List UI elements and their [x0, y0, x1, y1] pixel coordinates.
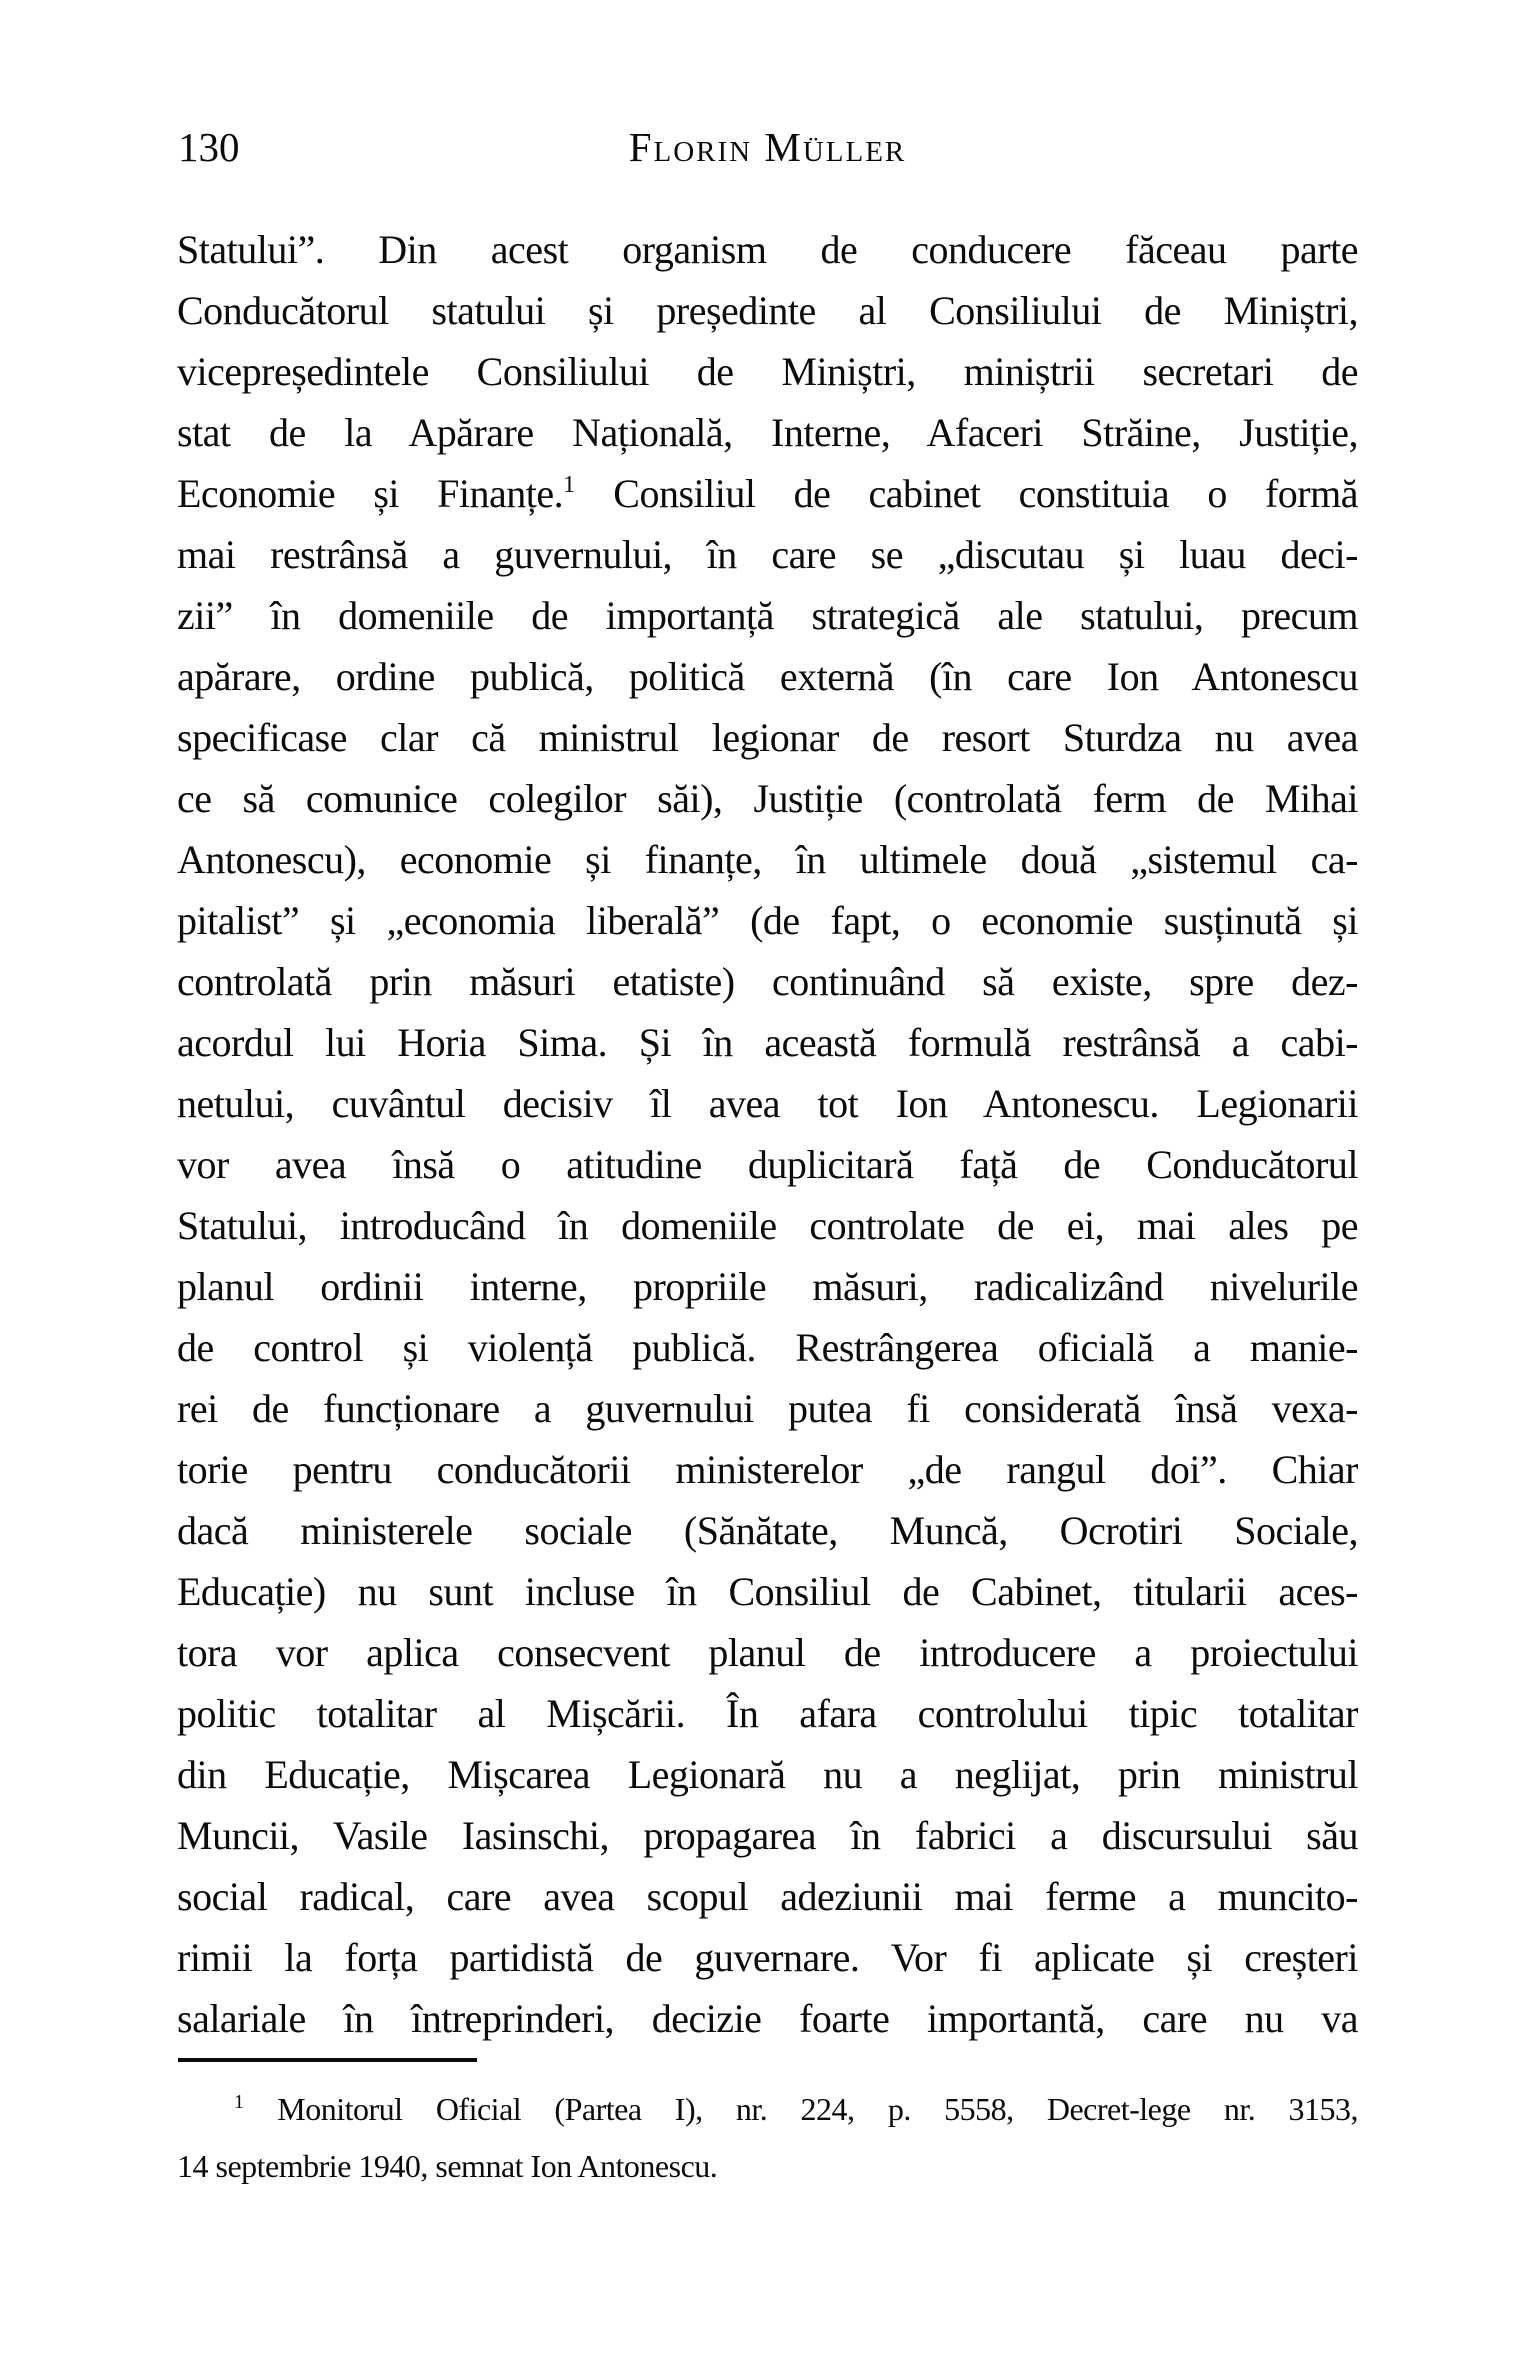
body-line: din Educație, Mișcarea Legionară nu a neglijat, prin ministrul [177, 1752, 1358, 1797]
body-line-text: Consiliul de cabinet constituia o formă [575, 471, 1358, 516]
body-line [177, 463, 1358, 524]
body-line: vicepreședintele Consiliului de Miniștri, miniștrii secretari de [177, 349, 1358, 394]
footnote-separator-rule [178, 2058, 477, 2062]
body-line: apărare, ordine publică, politică externă (în care Ion Antonescu [177, 654, 1358, 699]
footnote-reference: 1 [563, 472, 576, 498]
body-line: controlată prin măsuri etatiste) continuând să existe, spre dez- [177, 959, 1358, 1004]
body-line: rimii la forța partidistă de guvernare. Vor fi aplicate și creșteri [177, 1935, 1358, 1980]
body-line: Muncii, Vasile Iasinschi, propagarea în fabrici a discursului său [177, 1813, 1358, 1858]
body-text [177, 219, 1358, 2049]
body-line: Statului”. Din acest organism de conducere făceau parte [177, 227, 1358, 272]
body-line: de control și violență publică. Restrângerea oficială a manie- [177, 1325, 1358, 1370]
body-line: stat de la Apărare Națională, Interne, Afaceri Străine, Justiție, [177, 410, 1358, 455]
body-line-text: Economie și Finanțe. [177, 471, 564, 516]
footnote-line [177, 2081, 1358, 2138]
body-line: zii” în domeniile de importanță strategică ale statului, precum [177, 593, 1358, 638]
running-head-author: Florin Müller [628, 124, 907, 170]
body-line: pitalist” și „economia liberală” (de fapt, o economie susținută și [177, 898, 1358, 943]
body-line: vor avea însă o atitudine duplicitară față de Conducătorul [177, 1142, 1358, 1187]
body-line: Statului, introducând în domeniile controlate de ei, mai ales pe [177, 1203, 1358, 1248]
body-line: tora vor aplica consecvent planul de introducere a proiectului [177, 1630, 1358, 1675]
body-line: acordul lui Horia Sima. Și în această formulă restrânsă a cabi- [177, 1020, 1358, 1065]
body-line: torie pentru conducătorii ministerelor „de rangul doi”. Chiar [177, 1447, 1358, 1492]
body-line: specificase clar că ministrul legionar de resort Sturdza nu avea [177, 715, 1358, 760]
body-line: mai restrânsă a guvernului, în care se „discutau și luau deci- [177, 532, 1358, 577]
footnote-line: 14 septembrie 1940, semnat Ion Antonescu. [177, 2148, 718, 2184]
body-line: Educație) nu sunt incluse în Consiliul de Cabinet, titularii aces- [177, 1569, 1358, 1614]
body-line: planul ordinii interne, propriile măsuri, radicalizând nivelurile [177, 1264, 1358, 1309]
footnote-text: Monitorul Oficial (Partea I), nr. 224, p. 5558, Decret-lege nr. 3153, [244, 2091, 1358, 2127]
body-line: dacă ministerele sociale (Sănătate, Muncă, Ocrotiri Sociale, [177, 1508, 1358, 1553]
body-line: politic totalitar al Mișcării. În afara controlului tipic totalitar [177, 1691, 1358, 1736]
page-number: 130 [178, 124, 240, 170]
body-line: rei de funcționare a guvernului putea fi considerată însă vexa- [177, 1386, 1358, 1431]
body-line: salariale în întreprinderi, decizie foarte importantă, care nu va [177, 1996, 1358, 2041]
footnote-marker: 1 [234, 2091, 244, 2113]
running-header [0, 122, 1535, 172]
footnote [177, 2081, 1358, 2195]
body-line: netului, cuvântul decisiv îl avea tot Ion Antonescu. Legionarii [177, 1081, 1358, 1126]
body-line: Conducătorul statului și președinte al Consiliului de Miniștri, [177, 288, 1358, 333]
body-line: social radical, care avea scopul adeziunii mai ferme a muncito- [177, 1874, 1358, 1919]
body-line: ce să comunice colegilor săi), Justiție (controlată ferm de Mihai [177, 776, 1358, 821]
body-line: Antonescu), economie și finanțe, în ultimele două „sistemul ca- [177, 837, 1358, 882]
